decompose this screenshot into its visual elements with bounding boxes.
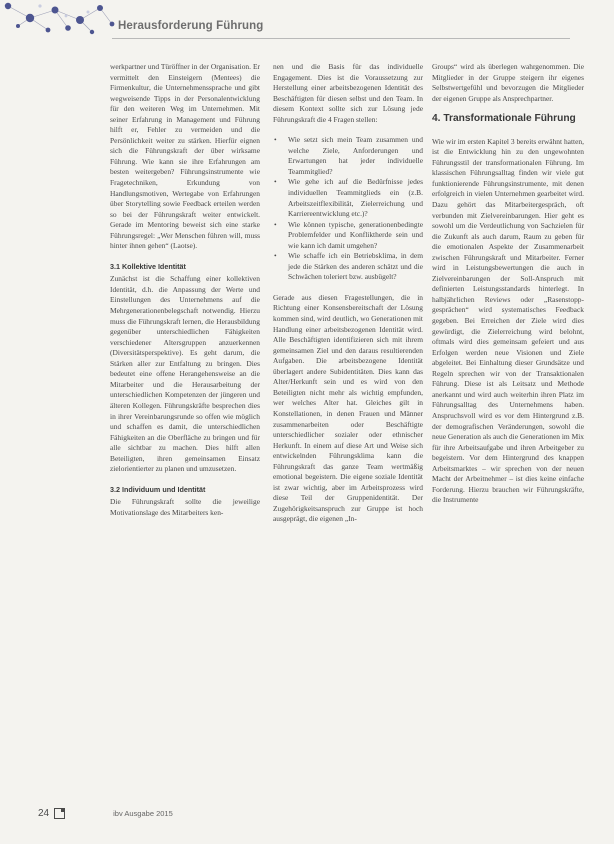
paragraph: werkpartner und Türöffner in der Organisation. Er vermittelt den Einsteigern (Mentees) die Firmenkultur, die Unternehmenssprache und gibt wegweisende Tipps in der Personalentwicklung für den weiteren Weg im Unternehmen. Mit seiner Erfahrung in Management und Führung hilft er, Fehler zu vermeiden und die Persönlichkeit weiter zu stärken. Hierfür eignen sich die Führungskraft der über wirksame Führung. Wie kann sie ihre Erfahrungen am besten weitergeben? Führungsinstrumente wie Fragetechniken, Erkundung von Handlungsmotiven, Wertegabe von Erfahrungen über Storytelling sowie Feedback erteilen werden so bei der Führungskraft weiter entwickelt. Gerade im Mentoring beweist sich eine starke Führungsregel: „Wer Menschen führen will, muss hinter ihnen gehen“ (Laotse). [110,62,260,251]
page-footer [38,808,173,819]
section-heading-4: 4. Transformationale Führung [432,113,576,125]
text-column-1 [110,62,260,528]
publication-logo-icon [54,808,65,819]
paragraph: Zunächst ist die Schaffung einer kollektiven Identität, d.h. die Anpassung der Werte und Einstellungen des Unternehmens auf die Mehrgenerationenbelegschaft notwendig. Hierzu muss die Führungskraft lernen, die Herausbildung gegenüber unterschiedlichen Fähigkeiten verschiedener Altersgruppen anzuerkennen (Diversitätsperspektive). Es geht darum, die Stärken aller zur Entfaltung zu bringen. Dies bedeutet eine offene Herangehensweise an die Mitarbeiter und die Herausarbeitung der unterschiedlichen Kompetenzen der jüngeren und älteren Kollegen. Führungskräfte besprechen dies in ihrer Vereinbarungsrunde so offen wie möglich und schaffen es damit, die unterschiedlichen Fähigkeiten an die Oberfläche zu bringen und für alle sichtbar zu machen. Dies hilft allen Beteiligten, ihren gemeinsamen Einsatz zielorientierter zu planen und umzusetzen. [110,274,260,474]
paragraph: nen und die Basis für das individuelle Engagement. Dies ist die Voraussetzung zur Herstellung einer arbeitsbezogenen Identität des Beschäftigten für diesen selbst und den Team. In diesem Kontext sollte sich zur Lösung jede Führungskraft die 4 Fragen stellen: [273,62,423,124]
list-item: • Wie setzt sich mein Team zusammen und welche Ziele, Anforderungen und Erwartungen hat jeder individuelle Teammitglied? [273,135,423,177]
text-column-2 [273,62,423,535]
section-heading-3-2: 3.2 Individuum und Identität [110,484,206,494]
page-number: 24 [38,808,50,819]
page-header-title: Herausforderung Führung [118,20,264,32]
paragraph: Gerade aus diesen Fragestellungen, die in Richtung einer Konsensbereitschaft der Lösung kommen sind, wird deutlich, wo Generationen mit Handlung einer arbeitsbezogenen Identität wird. Alle Beschäftigten identifizieren sich mit ihrem gemeinsamen Ziel und den daraus resultierenden Aufgaben. Die arbeitsbezogene Identität überlagert andere Subidentitäten. Dies kann das Alter/Herkunft sein und es wird von den Beteiligten nicht mehr als wichtig empfunden, wer welches Alter hat. Gleiches gilt in Konstellationen, in denen Frauen und Männer zusammenarbeiten oder Beschäftigte unterschiedlicher sozialer oder ethnischer Herkunft. In einem auf diese Art und Weise sich entwickelnden Führungsklima kann die Führungskraft das ganze Team wertmäßig emotional begeistern. Die eigene soziale Identität ist zwar wichtig, aber im Arbeitsprozess wird diese Teil der Gruppenidentität. Der Zugehörigkeitsanspruch zur Gruppe ist hoch ausgeprägt, die eigenen „In- [273,292,423,524]
header-divider [112,38,570,39]
paragraph: Wie wir im ersten Kapitel 3 bereits erwähnt hatten, ist die Entwicklung hin zu den ungewohnten Führungsstil der transformationalen Führung. Im klassischen Führungsalltag finden wir viele gut funktionierende Führungsinstrumente, mit denen erfolgreich in vielen Unternehmen gearbeitet wird. Dazu gehört das Mitarbeitergespräch, oft verbunden mit Zielvereinbarungen. Hier geht es sowohl um die Verdeutlichung von Sachzielen für die Zukunft als auch darum, Raum zu geben für die emotionalen Aspekte der Zusammenarbeit zwischen Führungskraft und Mitarbeiter. Ferner wird in Leistungsbewertungen die auch in Zielvereinbarungen der Soll-Anspruch mit definierten Leistungsstandards hinterlegt. In halbjährlichen Reviews oder „Rasenstopp-gesprächen“ wird systematisches Feedback gegeben. Bei Erreichen der Ziele wird dies gewürdigt, die Zielerreichung wird belohnt, oftmals wird dies gemeinsam gefeiert und aus Erfolgen werden neue Visionen und Ziele abgeleitet. Bei Einhaltung dieser Grundsätze und Regeln sprechen wir von der Transaktionalen Führung. Diese ist als Leitsatz und Methode anerkannt und wird auch weiterhin ihren Platz im Führungsalltag des Unternehmens haben. Anspruchsvoll wird es vor dem Hintergrund z.B. der demografischen Veränderungen, sowohl die neue Generation als auch die Generationen im Mix für ihre Arbeitsaufgabe und ihren Arbeitgeber zu begeistern. Vor dem Hintergrund des knappen Arbeitsmarktes – wir sprechen von der neuen Macht der Arbeitnehmer – ist dies keine einfache Forderung. Hierzu brauchen wir Führungskräfte, die Instrumente [432,136,584,505]
header-network-graphic [0,0,130,40]
question-list [273,135,423,283]
list-item: • Wie schaffe ich ein Betriebsklima, in dem jede die Stärken des anderen schätzt und die Schwächen toleriert bzw. ausbügelt? [273,251,423,283]
list-item: • Wie gehe ich auf die Bedürfnisse jedes individuellen Teammitglieds ein (z.B. Arbeitszeitflexibilität, Zielerreichung und Karriereentwicklung etc.)? [273,177,423,219]
paragraph: Groups“ wird als überlegen wahrgenommen. Die Mitglieder in der Gruppe steigern ihr eigenes Selbstwertgefühl und bevorzugen die Mitglieder der eigenen Gruppe als Ansprechpartner. [432,62,584,103]
paragraph: Die Führungskraft sollte die jeweilige Motivationslage des Mitarbeiters ken- [110,497,260,517]
list-item: • Wie können typische, generationenbedingte Problemfelder und Konfliktherde sein und wie kann ich damit umgehen? [273,220,423,252]
issue-label: ibv Ausgabe 2015 [113,809,173,818]
section-heading-3-1: 3.1 Kollektive Identität [110,261,186,271]
text-column-3 [432,62,584,516]
